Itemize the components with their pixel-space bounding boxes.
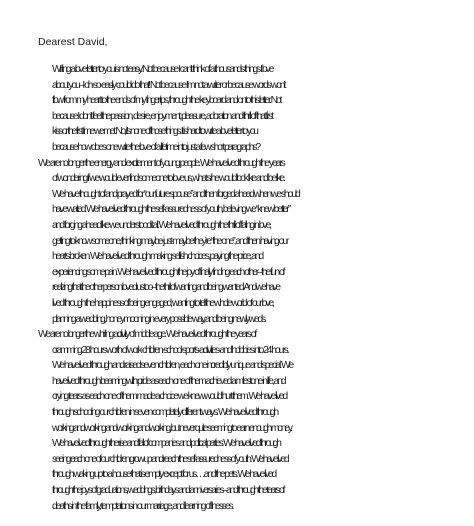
letter-line: We have lived through the rise and fall of companies and political parties. We have lived through	[52, 438, 280, 450]
letter-line: hearts broken. We have lived through making selfish choices, paying the price, and	[52, 251, 263, 263]
letter-body	[38, 62, 474, 514]
letter-line: lived through the happiness of being engaged, wanting to tell the whole world of our love,	[52, 297, 273, 309]
letter-line: We have lived through and raised seven children, each one incredibly unique and special. We	[52, 360, 293, 372]
letter-line: kiss or the first time we met. No, it’s none of those things. It is hard to write a love letter to you	[52, 126, 257, 138]
letter-line: getting to know someone, thinking maybe-just-maybe they’re “the one”, and then having our	[52, 235, 288, 247]
letter-line: deaths in the family, temptations in our marriage, and learning of illnesses.	[52, 500, 233, 512]
letter-line: through schooling our children in seven completely different ways. We have lived through	[52, 407, 278, 419]
letter-line: have waited. We have lived through the self-assuredness of youth, believing we “knew better”	[52, 204, 290, 216]
letter-line: We are no longer the energy and excitement of young people. We have lived through the years	[38, 157, 284, 169]
letter-line: cramming 28 hours worth of work-children-school-sports-activities-and hobbies into 24 hours.	[52, 344, 288, 356]
letter-salutation: Dearest David,	[38, 36, 108, 48]
letter-line: about you–I oh-so-easily could do that! Not because I’m not a writer or because words won’t	[52, 79, 285, 91]
letter-line: because how does one write the love of a lifetime into just a few short paragraphs?	[52, 141, 260, 153]
letter-line: through waking up to a house that is empty except for us…and the pets. We have lived	[52, 469, 276, 481]
letter-line: planning a wedding, honeymooning in every possible way, and being newlyweds.	[52, 313, 266, 325]
letter-line: working and working and working and working, but never quite seeming to earn enough money.	[52, 422, 291, 434]
letter-line: realizing that the other person loved us too–the thrill of wanting and being wanted. And we have	[52, 282, 279, 294]
letter-line: experiencing some pain. We have lived through the joy of finally finding each other–the fun of	[52, 266, 284, 278]
letter-line: flow from my heart to the ends of my fingertips, through the keyboard and onto this letter. Not	[52, 95, 281, 107]
letter-line: seeing each one of our children grow up and reach the self-assuredness of youth. We have lived	[52, 453, 288, 465]
letter-line: have lived through beaming with pride as each one of them achieved a milestone in life, and	[52, 375, 285, 387]
letter-line: Writing a love letter to you is not easy. Not because I can’t think of a thousands things I love	[52, 64, 273, 75]
letter-line: We are no longer the whirling activity of middle age. We have lived through the years of	[38, 329, 256, 341]
letter-line: of wondering if we would ever find someone to love us, what s/he would look like and be like.	[52, 173, 284, 185]
letter-line: and forging ahead like we understood it all. We have lived through the thrill of falling in love,	[52, 219, 271, 231]
letter-line: through the joys of graduations, weddings, birthdays and anniversaries–and through the tears of	[52, 485, 284, 497]
letter-line: crying tears as each one of them made a choice we knew would hurt them. We have lived	[52, 391, 287, 403]
letter-line: because I don’t feel the passion, desire, enjoyment, pleasure, adoration and thrill of that first	[52, 110, 272, 122]
letter-line: We have thought of and prayed for “our future spouse” and then forged ahead when we should	[52, 188, 299, 200]
